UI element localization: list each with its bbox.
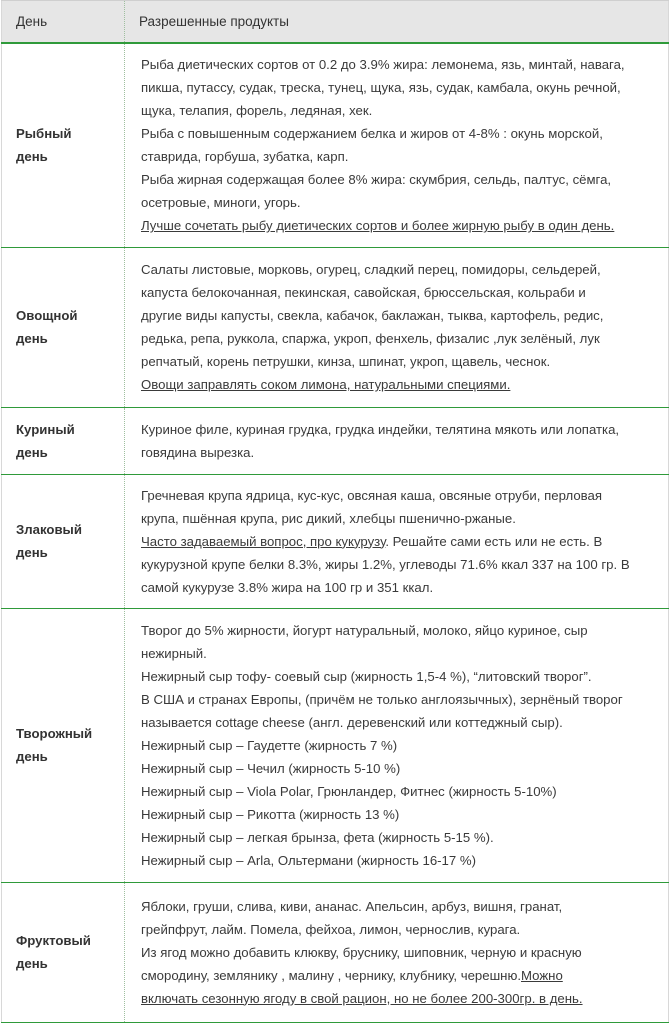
table-row — [2, 247, 669, 407]
products-vegetable: Салаты листовые, морковь, огурец, сладкий перец, помидоры, сельдерей, капуста белокочанная, пекинская, савойская, брюссельская, кольраби и другие виды капусты, свекла, кабачок, баклажан, тыква, картофель, редис, редька, репа, руккола, спаржа, укроп, фенхель, физалис ,лук зелёный, лук репчатый, корень петрушки, кинза, шпинат, укроп, щавель, чеснок. Овощи заправлять соком лимона, натуральными специями. — [125, 247, 669, 407]
table-row — [2, 474, 669, 608]
day-label-fruit: Фруктовый день — [2, 882, 125, 1022]
table-row — [2, 882, 669, 1022]
fish-tip-link[interactable]: Лучше сочетать рыбу диетических сортов и более жирную рыбу в один день. — [141, 218, 615, 234]
table-row — [2, 407, 669, 474]
day-label-grain: Злаковый день — [2, 474, 125, 608]
fruit-tip-link[interactable]: включать сезонную ягоду в свой рацион, но не более 200-300гр. в день. — [141, 990, 583, 1006]
day-label-curd: Творожный день — [2, 608, 125, 882]
table-row — [2, 43, 669, 247]
day-label-fish: Рыбный день — [2, 43, 125, 247]
products-fish: Рыба диетических сортов от 0.2 до 3.9% жира: лемонема, язь, минтай, навага, пикша, путассу, судак, треска, тунец, щука, язь, судак, камбала, окунь речной, щука, телапия, форель, ледяная, хек. Рыба с повышенным содержанием белка и жиров от 4-8% : окунь морской, ставрида, горбуша, зубатка, карп. Рыба жирная содержащая более 8% жира: скумбрия, сельдь, палтус, сёмга, осетровые, миноги, угорь. Лучше сочетать рыбу диетических сортов и более жирную рыбу в один день. — [125, 43, 669, 247]
day-label-vegetable: Овощной день — [2, 247, 125, 407]
table-row — [2, 608, 669, 882]
corn-faq-link[interactable]: Часто задаваемый вопрос, про кукурузу — [141, 533, 386, 549]
products-fruit: Яблоки, груши, слива, киви, ананас. Апельсин, арбуз, вишня, гранат, грейпфрут, лайм. Помела, фейхоа, лимон, чернослив, курага. Из ягод можно добавить клюкву, бруснику, шиповник, черную и красную смородину, землянику , малину , чернику, клубнику, черешню.Можно включать сезонную ягоду в свой рацион, но не более 200-300гр. в день. — [125, 882, 669, 1022]
products-chicken: Куриное филе, куриная грудка, грудка индейки, телятина мякоть или лопатка, говядина вырезка. — [125, 407, 669, 474]
products-grain: Гречневая крупа ядрица, кус-кус, овсяная каша, овсяные отруби, перловая крупа, пшённая крупа, рис дикий, хлебцы пшенично-ржаные. Часто задаваемый вопрос, про кукурузу. Решайте сами есть или не есть. В кукурузной крупе белки 8.3%, жиры 1.2%, углеводы 71.6% ккал 337 на 100 гр. В самой кукурузе 3.8% жира на 100 гр и 351 ккал. — [125, 474, 669, 608]
header-day: День — [2, 1, 125, 44]
header-products: Разрешенные продукты — [125, 1, 669, 44]
vegetable-tip-link[interactable]: Овощи заправлять соком лимона, натуральными специями. — [141, 377, 511, 392]
day-label-chicken: Куриный день — [2, 407, 125, 474]
products-curd: Творог до 5% жирности, йогурт натуральный, молоко, яйцо куриное, сыр нежирный. Нежирный сыр тофу- соевый сыр (жирность 1,5-4 %), “литовский творог”. В США и странах Европы, (причём не только англоязычных), зернёный творог называется cottage cheese (англ. деревенский или коттеджный сыр). Нежирный сыр – Гаудетте (жирность 7 %) Нежирный сыр – Чечил (жирность 5-10 %) Нежирный сыр – Viola Polar, Грюнландер, Фитнес (жирность 5-10%) Нежирный сыр – Рикотта (жирность 13 %) Нежирный сыр – легкая брынза, фета (жирность 5-15 %). Нежирный сыр – Arla, Ольтермани (жирность 16-17 %) — [125, 608, 669, 882]
diet-table — [1, 0, 669, 1023]
fruit-tip-link-start[interactable]: Можно — [521, 967, 563, 983]
table-header-row — [2, 1, 669, 44]
